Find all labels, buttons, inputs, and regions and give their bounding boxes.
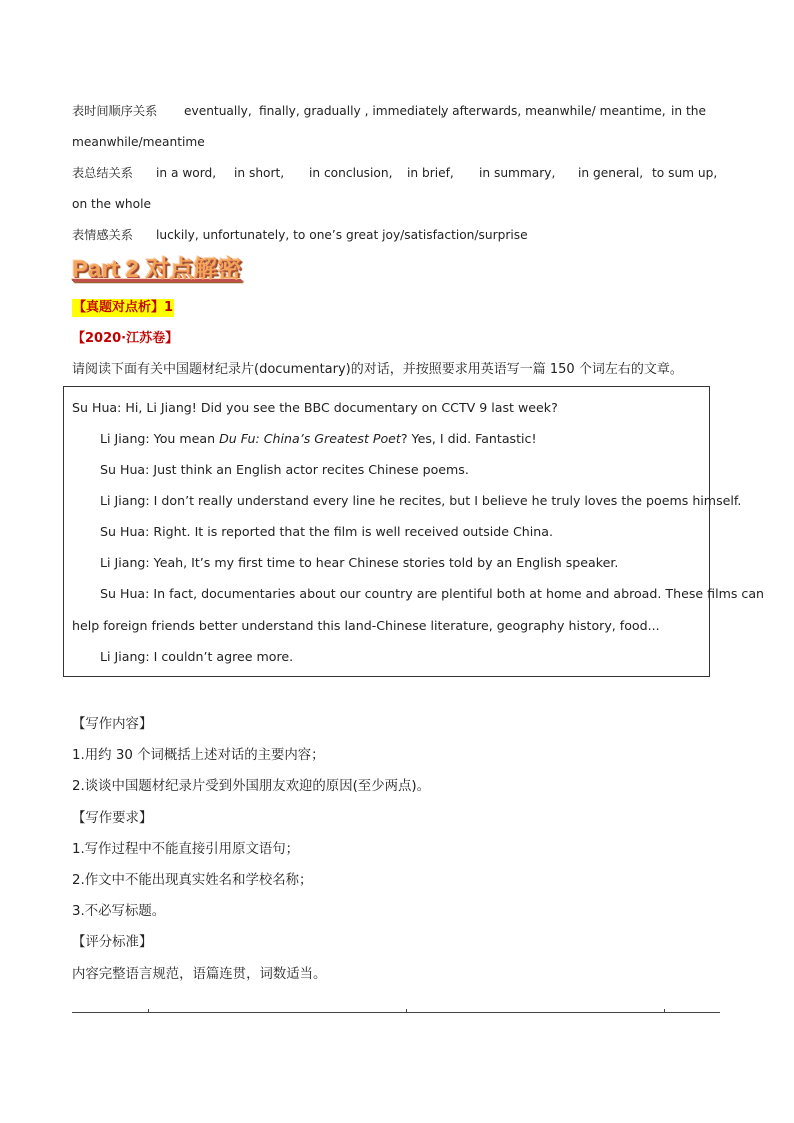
bottom-rule (72, 1012, 720, 1013)
writing-requirement-item: 2.作文中不能出现真实姓名和学校名称； (72, 873, 313, 888)
connective-row-time (72, 103, 706, 119)
dialogue-line: Su Hua: Right. It is reported that the film is well received outside China. (100, 524, 553, 539)
writing-content-heading: 【写作内容】 (72, 717, 153, 732)
connective-term: in a word, (156, 166, 217, 180)
writing-requirement-item: 1.写作过程中不能直接引用原文语句； (72, 842, 300, 857)
connective-term: in the (671, 104, 706, 118)
scoring-text: 内容完整语言规范，语篇连贯，词数适当。 (72, 967, 327, 982)
writing-content-item: 2.谈谈中国题材纪录片受到外国朋友欢迎的原因(至少两点)。 (72, 779, 430, 794)
connective-term: in short, (234, 166, 285, 180)
rule-tick (664, 1009, 665, 1013)
dialogue-line: Su Hua: In fact, documentaries about our country are plentiful both at home and abroad. These films can (100, 586, 765, 601)
connective-label: 表时间顺序关系 (72, 104, 158, 118)
connective-term: in brief, (407, 166, 454, 180)
dialogue-line: Li Jiang: Yeah, It’s my first time to hear Chinese stories told by an English speaker. (100, 555, 619, 570)
connective-term: in conclusion, (309, 166, 393, 180)
documentary-title: Du Fu: China’s Greatest Poet (219, 431, 401, 446)
connective-continuation: on the whole (72, 197, 151, 211)
dialogue-line: Su Hua: Just think an English actor recites Chinese poems. (100, 462, 469, 477)
connective-continuation: meanwhile/meantime (72, 135, 205, 149)
connective-term: ，afterwards, meanwhile/ meantime, (440, 104, 666, 118)
rule-tick (148, 1009, 149, 1013)
dialogue-line: Su Hua: Hi, Li Jiang! Did you see the BBC documentary on CCTV 9 last week? (72, 400, 558, 415)
dialogue-text: ? Yes, I did. Fantastic! (400, 431, 537, 446)
writing-content-item: 1.用约 30 个词概括上述对话的主要内容； (72, 748, 325, 763)
connective-term: finally, gradually , immediately (259, 104, 449, 118)
connective-term: eventually, (184, 104, 252, 118)
dialogue-line: help foreign friends better understand this land-Chinese literature, geography history, food... (72, 618, 660, 633)
connective-row-summary (72, 165, 718, 181)
connective-term: luckily, unfortunately, to one’s great joy/satisfaction/surprise (156, 228, 528, 242)
dialogue-line: Li Jiang: I don’t really understand every line he recites, but I believe he truly loves the poems himself. (100, 493, 742, 508)
connective-term: in summary, (479, 166, 556, 180)
connective-row-emotion (72, 227, 528, 243)
connective-term: to sum up, (652, 166, 718, 180)
writing-requirement-item: 3.不必写标题。 (72, 904, 166, 919)
connective-label: 表情感关系 (72, 228, 133, 242)
dialogue-line (100, 431, 537, 447)
part-title: Part 2 对点解密 (72, 256, 242, 283)
exam-label: 【2020·江苏卷】 (72, 331, 179, 346)
connective-term: in general, (578, 166, 644, 180)
connective-label: 表总结关系 (72, 166, 133, 180)
writing-requirements-heading: 【写作要求】 (72, 811, 153, 826)
dialogue-text: Li Jiang: You mean (100, 431, 220, 446)
rule-tick (406, 1009, 407, 1013)
scoring-heading: 【评分标准】 (72, 935, 153, 950)
dialogue-line: Li Jiang: I couldn’t agree more. (100, 649, 294, 664)
highlight-label: 【真题对点析】1 (73, 300, 174, 315)
task-prompt: 请阅读下面有关中国题材纪录片(documentary)的对话，并按照要求用英语写一篇 150 个词左右的文章。 (72, 362, 683, 377)
